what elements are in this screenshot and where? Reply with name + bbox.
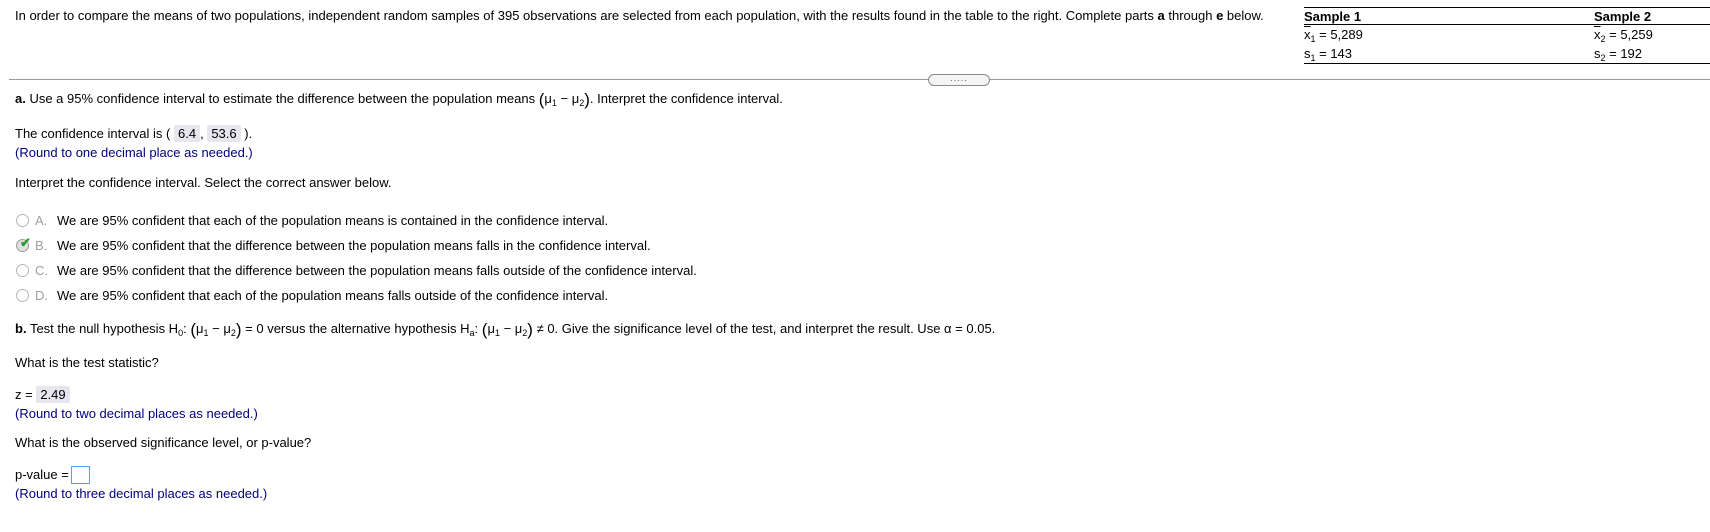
option-d[interactable]: D. We are 95% confident that each of the population means falls outside of the confidence interval. <box>16 287 608 305</box>
ci-lower-value[interactable]: 6.4 <box>174 125 200 142</box>
part-a-question: a. Use a 95% confidence interval to estimate the difference between the population means $(\mu_1 - \mu_2)$. Interpret the confidence interval. <box>15 90 783 109</box>
pvalue-row: p-value = <box>15 466 90 484</box>
divider-resize-handle[interactable]: ..... <box>928 74 990 86</box>
interpret-prompt: Interpret the confidence interval. Select the correct answer below. <box>15 175 392 190</box>
s2-sd-cell: $s_2 = 192$ <box>1594 44 1710 64</box>
problem-intro: In order to compare the means of two populations, independent random samples of 395 observations are selected from each population, with the results found in the table to the right. Complete parts a through e below. <box>15 8 1264 23</box>
option-c[interactable]: C. We are 95% confident that the difference between the population means falls outside of the confidence interval. <box>16 262 697 280</box>
part-b-question: b. Test the null hypothesis $H_0$: $(\mu_1 - \mu_2) = 0$ versus the alternative hypothesis $H_a$: $(\mu_1 - \mu_2) \ne 0$. Give the significance level of the test, and interpret the result. Use α = 0.05. <box>15 320 996 339</box>
option-b[interactable]: ✔ B. We are 95% confident that the difference between the population means falls in the confidence interval. <box>16 237 651 255</box>
ci-upper-value[interactable]: 53.6 <box>207 125 240 142</box>
check-icon: ✔ <box>20 235 31 250</box>
sample-1-header: Sample 1 <box>1304 8 1594 25</box>
sample-stats-table <box>1304 7 1710 64</box>
x1-mean-cell: $\overline{x}_1 = 5,289$ <box>1304 27 1363 44</box>
z-value[interactable]: 2.49 <box>36 386 69 403</box>
radio-a[interactable] <box>16 214 29 227</box>
z-rounding-hint: (Round to two decimal places as needed.) <box>15 406 258 421</box>
ci-rounding-hint: (Round to one decimal place as needed.) <box>15 145 253 160</box>
test-statistic-prompt: What is the test statistic? <box>15 355 159 370</box>
section-divider <box>9 79 1710 80</box>
confidence-interval-answer: The confidence interval is ( 6.4 , 53.6 ). <box>15 126 253 141</box>
radio-d[interactable] <box>16 289 29 302</box>
sample-2-header: Sample 2 <box>1594 8 1710 25</box>
z-statistic-answer: z = 2.49 <box>15 387 70 402</box>
option-a[interactable]: A. We are 95% confident that each of the population means is contained in the confidence interval. <box>16 212 608 230</box>
s1-sd-cell: $s_1 = 143$ <box>1304 44 1594 64</box>
x2-mean-cell: $\overline{x}_2 = 5,259$ <box>1594 27 1653 44</box>
pvalue-rounding-hint: (Round to three decimal places as needed.) <box>15 486 268 501</box>
radio-c[interactable] <box>16 264 29 277</box>
radio-b[interactable] <box>16 235 31 252</box>
pvalue-input[interactable] <box>71 466 90 484</box>
pvalue-prompt: What is the observed significance level, or p-value? <box>15 435 312 450</box>
